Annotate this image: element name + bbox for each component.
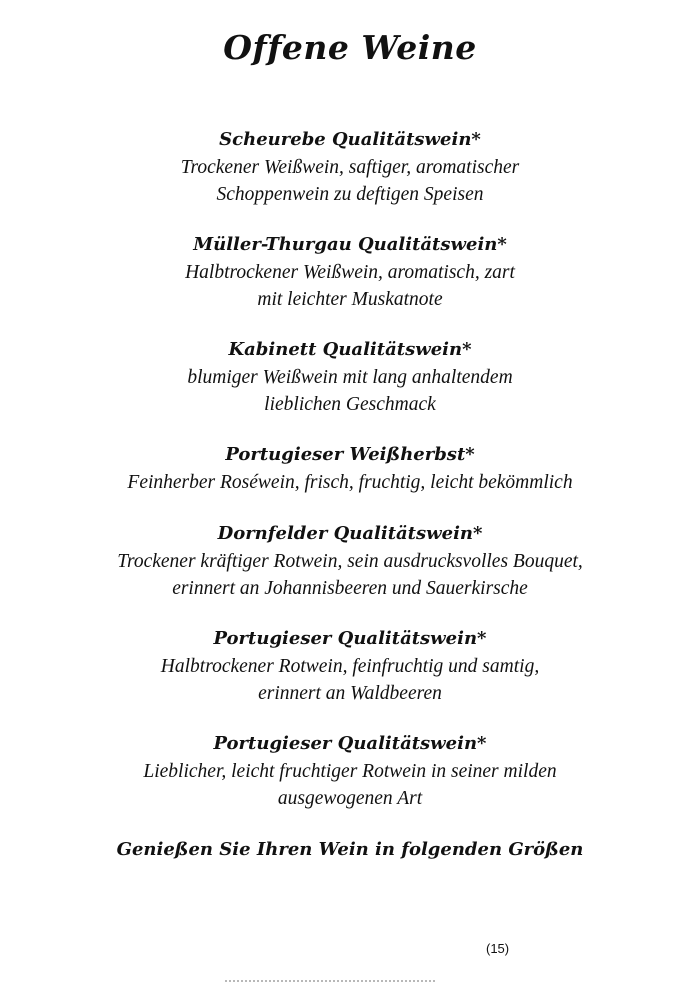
wine-entry-portugieser-weissherbst [0, 441, 700, 496]
wine-description-line: Schoppenwein zu deftigen Speisen [216, 184, 484, 205]
wine-entry-scheurebe [0, 126, 700, 208]
wine-description-line: Halbtrockener Rotwein, feinfruchtig und samtig, [160, 656, 540, 677]
wine-name: Müller-Thurgau Qualitätswein* [193, 234, 507, 255]
wine-name: Portugieser Qualitätswein* [213, 628, 487, 649]
wine-description-line: mit leichter Muskatnote [257, 289, 443, 310]
sizes-heading: Genießen Sie Ihren Wein in folgenden Größen [116, 839, 584, 860]
wine-name: Dornfelder Qualitätswein* [217, 523, 483, 544]
wine-description-line: ausgewogenen Art [277, 788, 423, 809]
page-title: Offene Weine [223, 28, 477, 67]
wine-description-line: Trockener kräftiger Rotwein, sein ausdrucksvolles Bouquet, [117, 551, 583, 572]
wine-description-line: erinnert an Waldbeeren [258, 683, 442, 704]
wine-description-line: blumiger Weißwein mit lang anhaltendem [187, 367, 513, 388]
wine-description-line: Feinherber Roséwein, frisch, fruchtig, leicht bekömmlich [127, 472, 573, 493]
wine-entry-portugieser-halbtrocken [0, 625, 700, 707]
wine-entry-portugieser-lieblich [0, 730, 700, 812]
wine-description-line: Trockener Weißwein, saftiger, aromatischer [180, 157, 520, 178]
wine-description-line: Lieblicher, leicht fruchtiger Rotwein in seiner milden [143, 761, 557, 782]
wine-description-line: erinnert an Johannisbeeren und Sauerkirsche [172, 578, 528, 599]
wine-name: Scheurebe Qualitätswein* [219, 129, 481, 150]
wine-description-line: lieblichen Geschmack [264, 394, 436, 415]
cutoff-divider [225, 980, 435, 982]
wine-name: Portugieser Weißherbst* [225, 444, 475, 465]
page-number: (15) [486, 941, 510, 956]
wine-name: Portugieser Qualitätswein* [213, 733, 487, 754]
wine-entry-dornfelder [0, 520, 700, 602]
wine-entry-kabinett [0, 336, 700, 418]
wine-description-line: Halbtrockener Weißwein, aromatisch, zart [185, 262, 515, 283]
wine-name: Kabinett Qualitätswein* [228, 339, 472, 360]
wine-entry-mueller-thurgau [0, 231, 700, 313]
